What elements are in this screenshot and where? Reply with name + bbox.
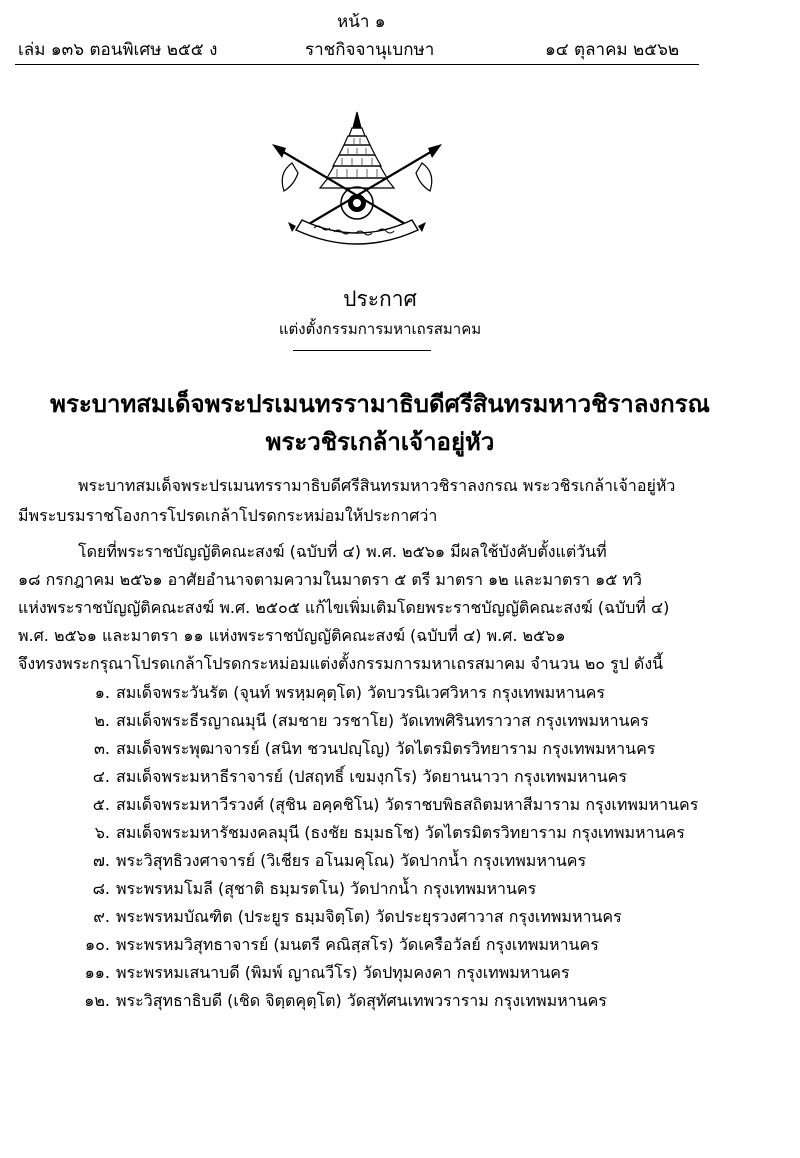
list-item-number: ๔. <box>92 767 110 786</box>
royal-emblem-icon <box>262 108 442 248</box>
announcement-title: ประกาศ <box>343 287 417 311</box>
list-item-number: ๗. <box>92 851 110 870</box>
list-item-text: สมเด็จพระธีรญาณมุนี (สมชาย วรชาโย) วัดเทพศิรินทราวาส กรุงเทพมหานคร <box>116 711 649 730</box>
list-item <box>78 709 649 734</box>
paragraph-line: มีพระบรมราชโองการโปรดเกล้าโปรดกระหม่อมให้ประกาศว่า <box>18 506 438 525</box>
paragraph-line: พระบาทสมเด็จพระปรเมนทรรามาธิบดีศรีสินทรมหาวชิราลงกรณ พระวชิรเกล้าเจ้าอยู่หัว <box>78 476 676 495</box>
page-number: หน้า ๑ <box>337 12 386 32</box>
list-item-text: พระพรหมโมลี (สุชาติ ธมฺมรตโน) วัดปากน้ำ กรุงเทพมหานคร <box>116 879 537 898</box>
list-item-text: สมเด็จพระมหาวีรวงศ์ (สุชิน อคฺคชิโน) วัดราชบพิธสถิตมหาสีมาราม กรุงเทพมหานคร <box>116 795 699 814</box>
list-item-text: สมเด็จพระมหารัชมงคลมุนี (ธงชัย ธมฺมธโช) วัดไตรมิตรวิทยาราม กรุงเทพมหานคร <box>116 823 685 842</box>
list-item-text: พระพรหมเสนาบดี (พิมพ์ ญาณวีโร) วัดปทุมคงคา กรุงเทพมหานคร <box>116 963 570 982</box>
list-item-text: พระวิสุทธาธิบดี (เชิด จิตฺตคุตฺโต) วัดสุทัศนเทพวราราม กรุงเทพมหานคร <box>116 991 607 1010</box>
list-item-number: ๑. <box>94 683 110 702</box>
volume-info: เล่ม ๑๓๖ ตอนพิเศษ ๒๕๕ ง <box>18 40 218 60</box>
list-item <box>78 905 622 930</box>
list-item <box>78 989 607 1014</box>
list-item <box>78 961 570 986</box>
list-item-number: ๙. <box>93 907 110 926</box>
paragraph-line: แห่งพระราชบัญญัติคณะสงฆ์ พ.ศ. ๒๕๐๕ แก้ไขเพิ่มเติมโดยพระราชบัญญัติคณะสงฆ์ (ฉบับที่ ๔) <box>18 598 670 617</box>
paragraph-line: ๑๘ กรกฎาคม ๒๕๖๑ อาศัยอำนาจตามความในมาตรา ๕ ตรี มาตรา ๑๒ และมาตรา ๑๕ ทวิ <box>18 570 642 589</box>
list-item-text: พระพรหมวิสุทธาจารย์ (มนตรี คณิสฺสโร) วัดเครือวัลย์ กรุงเทพมหานคร <box>116 935 599 954</box>
list-item <box>78 933 599 958</box>
list-item <box>78 821 685 846</box>
royal-name-line1: พระบาทสมเด็จพระปรเมนทรรามาธิบดีศรีสินทรมหาวชิราลงกรณ <box>50 390 710 418</box>
list-item-number: ๑๐. <box>84 935 110 954</box>
list-item-number: ๖. <box>94 823 110 842</box>
list-item <box>78 877 536 902</box>
paragraph-line: จึงทรงพระกรุณาโปรดเกล้าโปรดกระหม่อมแต่งตั้งกรรมการมหาเถรสมาคม จำนวน ๒๐ รูป ดังนี้ <box>18 654 664 673</box>
paragraph-line: พ.ศ. ๒๕๖๑ และมาตรา ๑๑ แห่งพระราชบัญญัติคณะสงฆ์ (ฉบับที่ ๔) พ.ศ. ๒๕๖๑ <box>18 626 566 645</box>
list-item-text: สมเด็จพระวันรัต (จุนท์ พรหฺมคุตฺโต) วัดบวรนิเวศวิหาร กรุงเทพมหานคร <box>116 683 605 702</box>
list-item <box>78 737 655 762</box>
list-item-number: ๕. <box>92 795 110 814</box>
header-rule <box>15 64 699 65</box>
title-rule <box>293 350 431 351</box>
royal-name-line2: พระวชิรเกล้าเจ้าอยู่หัว <box>265 428 495 456</box>
announcement-subject: แต่งตั้งกรรมการมหาเถรสมาคม <box>278 320 482 338</box>
list-item-number: ๑๒. <box>84 991 110 1010</box>
list-item-text: พระพรหมบัณฑิต (ประยูร ธมฺมจิตฺโต) วัดประยุรวงศาวาส กรุงเทพมหานคร <box>116 907 622 926</box>
list-item <box>78 681 605 706</box>
list-item-text: พระวิสุทธิวงศาจารย์ (วิเชียร อโนมคุโณ) วัดปากน้ำ กรุงเทพมหานคร <box>116 851 587 870</box>
list-item-text: สมเด็จพระพุฒาจารย์ (สนิท ชวนปญฺโญ) วัดไตรมิตรวิทยาราม กรุงเทพมหานคร <box>116 739 656 758</box>
list-item-number: ๑๑. <box>84 963 110 982</box>
list-item-number: ๘. <box>92 879 110 898</box>
list-item-number: ๒. <box>94 711 110 730</box>
paragraph-line: โดยที่พระราชบัญญัติคณะสงฆ์ (ฉบับที่ ๔) พ.ศ. ๒๕๖๑ มีผลใช้บังคับตั้งแต่วันที่ <box>78 542 607 561</box>
list-item <box>78 793 698 818</box>
list-item <box>78 849 586 874</box>
list-item <box>78 765 627 790</box>
publication-name: ราชกิจจานุเบกษา <box>305 40 435 60</box>
publication-date: ๑๔ ตุลาคม ๒๕๖๒ <box>545 40 680 60</box>
list-item-text: สมเด็จพระมหาธีราจารย์ (ปสฤทธิ์ เขมงฺกโร) วัดยานนาวา กรุงเทพมหานคร <box>116 767 627 786</box>
list-item-number: ๓. <box>93 739 110 758</box>
